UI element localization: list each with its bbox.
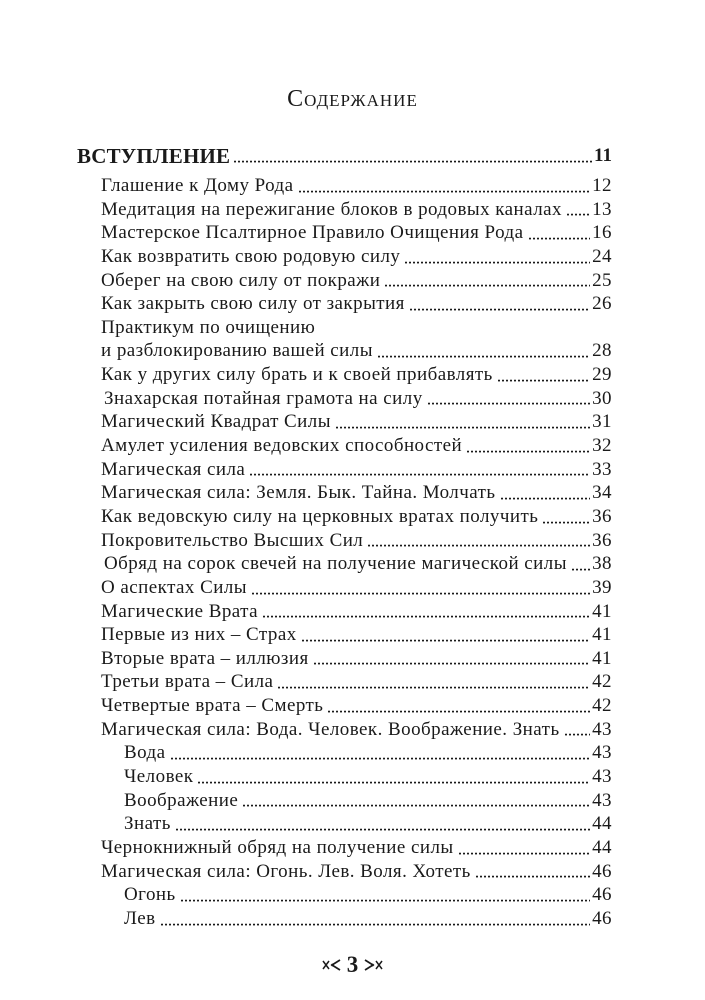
toc-dot-leader	[458, 852, 590, 855]
ornament-right-icon	[362, 958, 384, 972]
toc-entry-title: Как у других силу брать и к своей прибавлять	[101, 364, 493, 386]
toc-entry-title: и разблокированию вашей силы	[101, 340, 373, 362]
toc-dot-leader	[298, 190, 591, 193]
toc-entry	[77, 174, 612, 198]
toc-entry	[77, 363, 612, 387]
toc-entry-title: О аспектах Силы	[101, 576, 247, 598]
toc-entry-page: 42	[592, 671, 612, 693]
toc-entry-title: Знать	[124, 813, 171, 835]
toc-entry-page: 12	[592, 174, 612, 196]
page-number-footer	[0, 951, 705, 979]
toc-entry	[77, 505, 612, 529]
toc-dot-leader	[542, 521, 590, 524]
toc-entry-title: Магический Квадрат Силы	[101, 411, 331, 433]
toc-entry	[77, 292, 612, 316]
toc-entry-title: Лев	[124, 907, 156, 929]
toc-entry-title: Как закрыть свою силу от закрытия	[101, 293, 405, 315]
toc-entry	[77, 434, 612, 458]
toc-dot-leader	[175, 828, 590, 831]
toc-entry-page: 29	[592, 364, 612, 386]
toc-entry-title: Первые из них – Страх	[101, 624, 297, 646]
toc-dot-leader	[404, 261, 590, 264]
toc-entry-page: 46	[592, 907, 612, 929]
toc-dot-leader	[327, 710, 590, 713]
toc-entry-title: Магическая сила: Земля. Бык. Тайна. Молчать	[101, 482, 496, 504]
toc-entry-page: 43	[592, 766, 612, 787]
toc-entry	[77, 529, 612, 553]
toc-entry-page: 30	[592, 387, 612, 409]
ornament-left-icon	[321, 958, 343, 972]
toc-entry-title: Мастерское Псалтирное Правило Очищения Рода	[101, 222, 524, 244]
toc-dot-leader	[427, 402, 590, 405]
toc-dot-leader	[277, 686, 590, 689]
toc-entry-page: 11	[594, 145, 612, 166]
toc-entry	[77, 694, 612, 718]
toc-dot-leader	[377, 355, 590, 358]
toc-entry	[77, 245, 612, 269]
toc-entry-title: Третьи врата – Сила	[101, 671, 274, 693]
toc-dot-leader	[528, 237, 591, 240]
toc-entry-page: 41	[592, 624, 612, 646]
table-of-contents	[77, 174, 612, 931]
toc-entry-page: 43	[592, 742, 612, 764]
toc-entry-title: Магическая сила: Огонь. Лев. Воля. Хотеть	[101, 860, 471, 882]
toc-entry-page: 26	[592, 293, 612, 315]
toc-dot-leader	[409, 308, 590, 311]
toc-entry-title: Как ведовскую силу на церковных вратах получить	[101, 505, 539, 527]
toc-entry-page: 46	[592, 884, 612, 906]
toc-subentry	[77, 741, 612, 765]
toc-entry-title: Вторые врата – иллюзия	[101, 647, 309, 669]
toc-entry-title: Амулет усиления ведовских способностей	[101, 435, 463, 457]
toc-entry-title: Медитация на пережигание блоков в родовых каналах	[101, 198, 562, 220]
toc-entry-page: 34	[592, 482, 612, 504]
toc-entry	[77, 836, 612, 860]
toc-entry-page: 13	[592, 198, 612, 220]
toc-entry-title: Чернокнижный обряд на получение силы	[101, 836, 454, 858]
toc-dot-leader	[571, 568, 590, 571]
toc-entry-page: 46	[592, 860, 612, 882]
toc-entry-page: 36	[592, 505, 612, 527]
toc-dot-leader	[197, 781, 590, 784]
toc-entry	[77, 576, 612, 600]
toc-dot-leader	[475, 875, 590, 878]
toc-entry-page: 42	[592, 695, 612, 717]
page-title: Содержание	[287, 86, 418, 112]
toc-entry-title: Знахарская потайная грамота на силу	[104, 387, 423, 409]
toc-entry-title: Магические Врата	[101, 600, 259, 622]
toc-entry-page: 38	[592, 553, 612, 575]
toc-entry-title: ВСТУПЛЕНИЕ	[77, 144, 231, 168]
toc-dot-leader	[301, 639, 590, 642]
toc-dot-leader	[249, 473, 590, 476]
toc-entry-page: 16	[592, 222, 612, 244]
toc-entry-title: Магическая сила	[101, 458, 246, 480]
toc-entry-title: Как возвратить свою родовую силу	[101, 245, 401, 267]
toc-entry	[77, 221, 612, 245]
toc-dot-leader	[242, 804, 590, 807]
toc-entry	[77, 316, 612, 340]
toc-subentry	[77, 765, 612, 789]
toc-dot-leader	[233, 160, 592, 163]
toc-entry	[77, 387, 612, 411]
toc-entry	[77, 269, 612, 293]
toc-entry-intro	[77, 143, 612, 169]
toc-entry-page: 28	[592, 340, 612, 362]
toc-entry-page: 33	[592, 458, 612, 480]
toc-dot-leader	[160, 923, 591, 926]
toc-entry-title: Глашение к Дому Рода	[101, 174, 294, 196]
toc-entry-page: 25	[592, 269, 612, 291]
toc-entry	[77, 647, 612, 671]
toc-dot-leader	[384, 284, 590, 287]
toc-subentry	[77, 789, 612, 813]
toc-entry-page: 36	[592, 529, 612, 551]
toc-dot-leader	[335, 426, 590, 429]
toc-entry-page: 24	[592, 245, 612, 267]
toc-entry	[77, 860, 612, 884]
toc-entry-page: 44	[592, 836, 612, 858]
toc-dot-leader	[500, 497, 591, 500]
toc-entry-title: Четвертые врата – Смерть	[101, 695, 324, 717]
toc-dot-leader	[170, 757, 591, 760]
toc-entry	[77, 458, 612, 482]
toc-entry	[77, 670, 612, 694]
toc-entry-page: 31	[592, 411, 612, 433]
toc-entry	[77, 198, 612, 222]
toc-dot-leader	[497, 379, 590, 382]
toc-entry	[77, 339, 612, 363]
toc-entry-title: Обряд на сорок свечей на получение магической силы	[104, 553, 567, 575]
page-number: 3	[346, 952, 359, 977]
toc-dot-leader	[564, 733, 591, 736]
toc-entry	[77, 481, 612, 505]
toc-entry	[77, 623, 612, 647]
toc-subentry	[77, 812, 612, 836]
toc-entry-title: Огонь	[124, 884, 176, 906]
toc-entry	[77, 410, 612, 434]
toc-dot-leader	[251, 592, 590, 595]
toc-subentry	[77, 907, 612, 931]
toc-entry	[77, 718, 612, 742]
toc-entry-title: Покровительство Высших Сил	[101, 529, 364, 551]
toc-dot-leader	[180, 899, 590, 902]
toc-dot-leader	[313, 662, 590, 665]
toc-entry-title: Вода	[124, 742, 166, 764]
toc-entry-title: Магическая сила: Вода. Человек. Воображение. Знать	[101, 718, 560, 740]
toc-entry-page: 32	[592, 435, 612, 457]
toc-entry-page: 41	[592, 600, 612, 622]
toc-entry-page: 43	[592, 789, 612, 811]
toc-entry-page: 39	[592, 576, 612, 598]
toc-entry-page: 43	[592, 718, 612, 740]
toc-entry-title: Оберег на свою силу от покражи	[101, 269, 381, 291]
toc-dot-leader	[566, 213, 590, 216]
toc-entry	[77, 600, 612, 624]
toc-entry	[77, 552, 612, 576]
toc-entry-title: Воображение	[124, 789, 239, 811]
toc-entry-page: 41	[592, 647, 612, 669]
toc-entry-page: 44	[592, 813, 612, 835]
toc-dot-leader	[262, 615, 590, 618]
toc-dot-leader	[466, 450, 590, 453]
toc-dot-leader	[367, 544, 590, 547]
toc-subentry	[77, 883, 612, 907]
toc-entry-title: Практикум по очищению	[101, 316, 316, 338]
toc-entry-title: Человек	[124, 766, 194, 787]
